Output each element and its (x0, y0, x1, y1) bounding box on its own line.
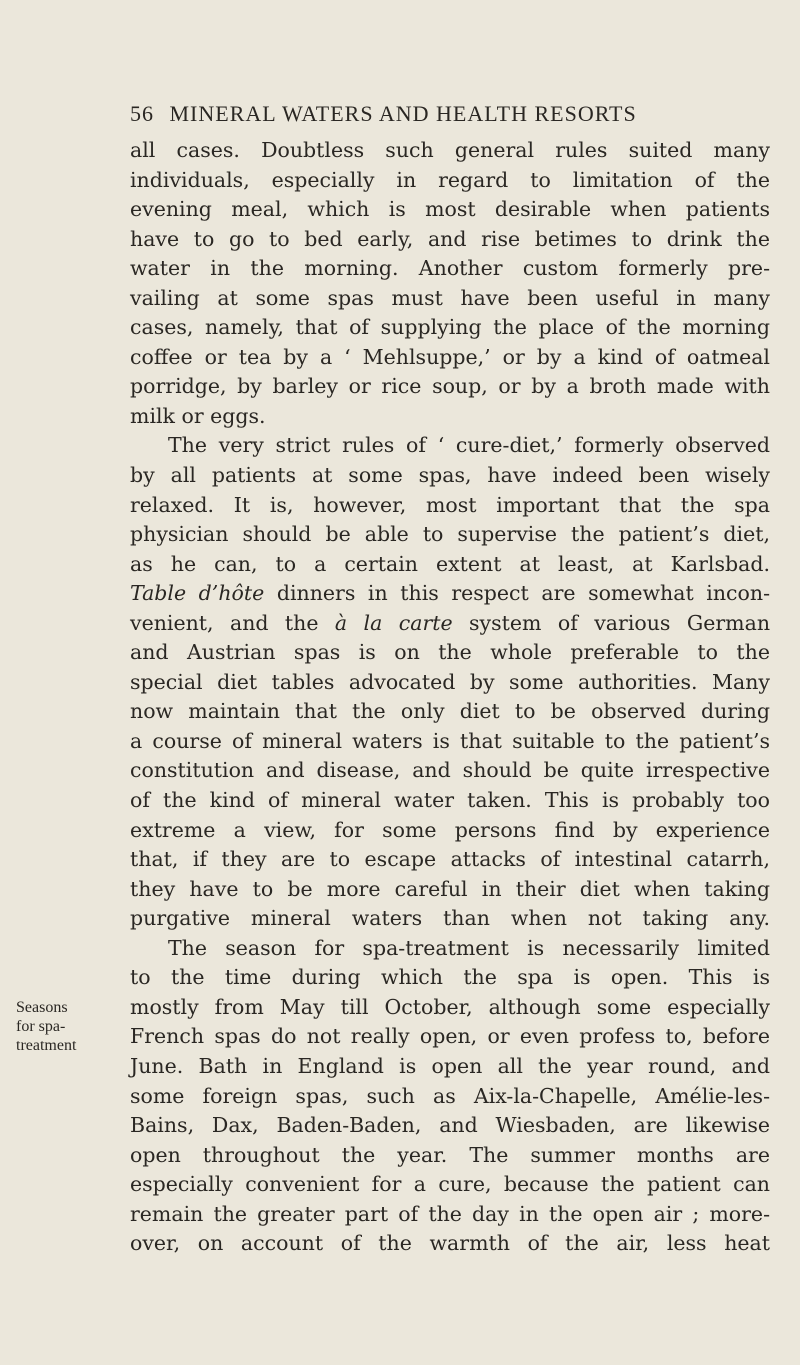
text-line: Bains, Dax, Baden-Baden, and Wiesbaden, are likewise (130, 1113, 770, 1138)
text-line: French spas do not really open, or even profess to, before (130, 1024, 770, 1049)
text-line: now maintain that the only diet to be observed during (130, 699, 770, 724)
text-line: water in the morning. Another custom formerly pre- (130, 256, 770, 281)
text-line: remain the greater part of the day in the open air ; more- (130, 1201, 770, 1226)
margin-note (16, 998, 126, 1055)
text-line: and Austrian spas is on the whole preferable to the (130, 640, 770, 665)
body-text (130, 136, 770, 1259)
margin-note-line: for spa- (16, 1018, 66, 1035)
page-header (130, 100, 730, 128)
running-title: MINERAL WATERS AND HEALTH RESORTS (169, 101, 637, 126)
text-line: extreme a view, for some persons find by experience (130, 817, 770, 842)
text-line: of the kind of mineral water taken. This is probably too (130, 788, 770, 813)
text-line: open throughout the year. The summer months are (130, 1142, 770, 1167)
text-line: constitution and disease, and should be quite irrespective (130, 758, 770, 783)
text-line: all cases. Doubtless such general rules suited many (130, 138, 770, 162)
text-line: mostly from May till October, although some especially (130, 994, 770, 1019)
text-line: coffee or tea by a ‘ Mehlsuppe,’ or by a kind of oatmeal (130, 344, 770, 369)
margin-note-line: Seasons (16, 999, 68, 1016)
text-line: physician should be able to supervise the patient’s diet, (130, 522, 770, 547)
text-line: some foreign spas, such as Aix-la-Chapelle, Amélie-les- (130, 1083, 770, 1108)
text-line: have to go to bed early, and rise betimes to drink the (130, 226, 770, 251)
text-line: The season for spa-treatment is necessarily limited (168, 935, 770, 960)
text-span: dinners in this respect are somewhat incon- (264, 581, 770, 606)
margin-note-line: treatment (16, 1037, 77, 1054)
text-line: purgative mineral waters than when not taking any. (130, 906, 770, 931)
text-line: evening meal, which is most desirable when patients (130, 197, 770, 222)
text-line: individuals, especially in regard to limitation of the (130, 167, 770, 192)
text-span: venient, and the (130, 610, 335, 635)
text-line: milk or eggs. (130, 403, 266, 428)
text-line: vailing at some spas must have been useful in many (130, 285, 770, 310)
text-line: a course of mineral waters is that suitable to the patient’s (130, 728, 770, 753)
text-line: by all patients at some spas, have indeed been wisely (130, 463, 770, 488)
text-line: June. Bath in England is open all the year round, and (130, 1053, 770, 1078)
text-line: they have to be more careful in their diet when taking (130, 876, 770, 901)
text-line: to the time during which the spa is open. This is (130, 965, 770, 990)
text-line: special diet tables advocated by some authorities. Many (130, 669, 770, 694)
text-line: especially convenient for a cure, because the patient can (130, 1172, 770, 1197)
text-line: cases, namely, that of supplying the place of the morning (130, 315, 770, 340)
text-line: relaxed. It is, however, most important that the spa (130, 492, 770, 517)
text-line (130, 609, 770, 639)
text-line: porridge, by barley or rice soup, or by a broth made with (130, 374, 770, 399)
page-number: 56 (130, 101, 154, 126)
italic-phrase: Table d’hôte (130, 581, 265, 606)
text-line: The very strict rules of ‘ cure-diet,’ formerly observed (168, 433, 770, 458)
text-line: over, on account of the warmth of the air, less heat (130, 1231, 770, 1256)
text-line: that, if they are to escape attacks of intestinal catarrh, (130, 847, 770, 872)
text-span: system of various German (452, 610, 771, 635)
text-line (130, 579, 770, 609)
text-line: as he can, to a certain extent at least, at Karlsbad. (130, 551, 770, 576)
italic-phrase: à la carte (334, 610, 453, 635)
